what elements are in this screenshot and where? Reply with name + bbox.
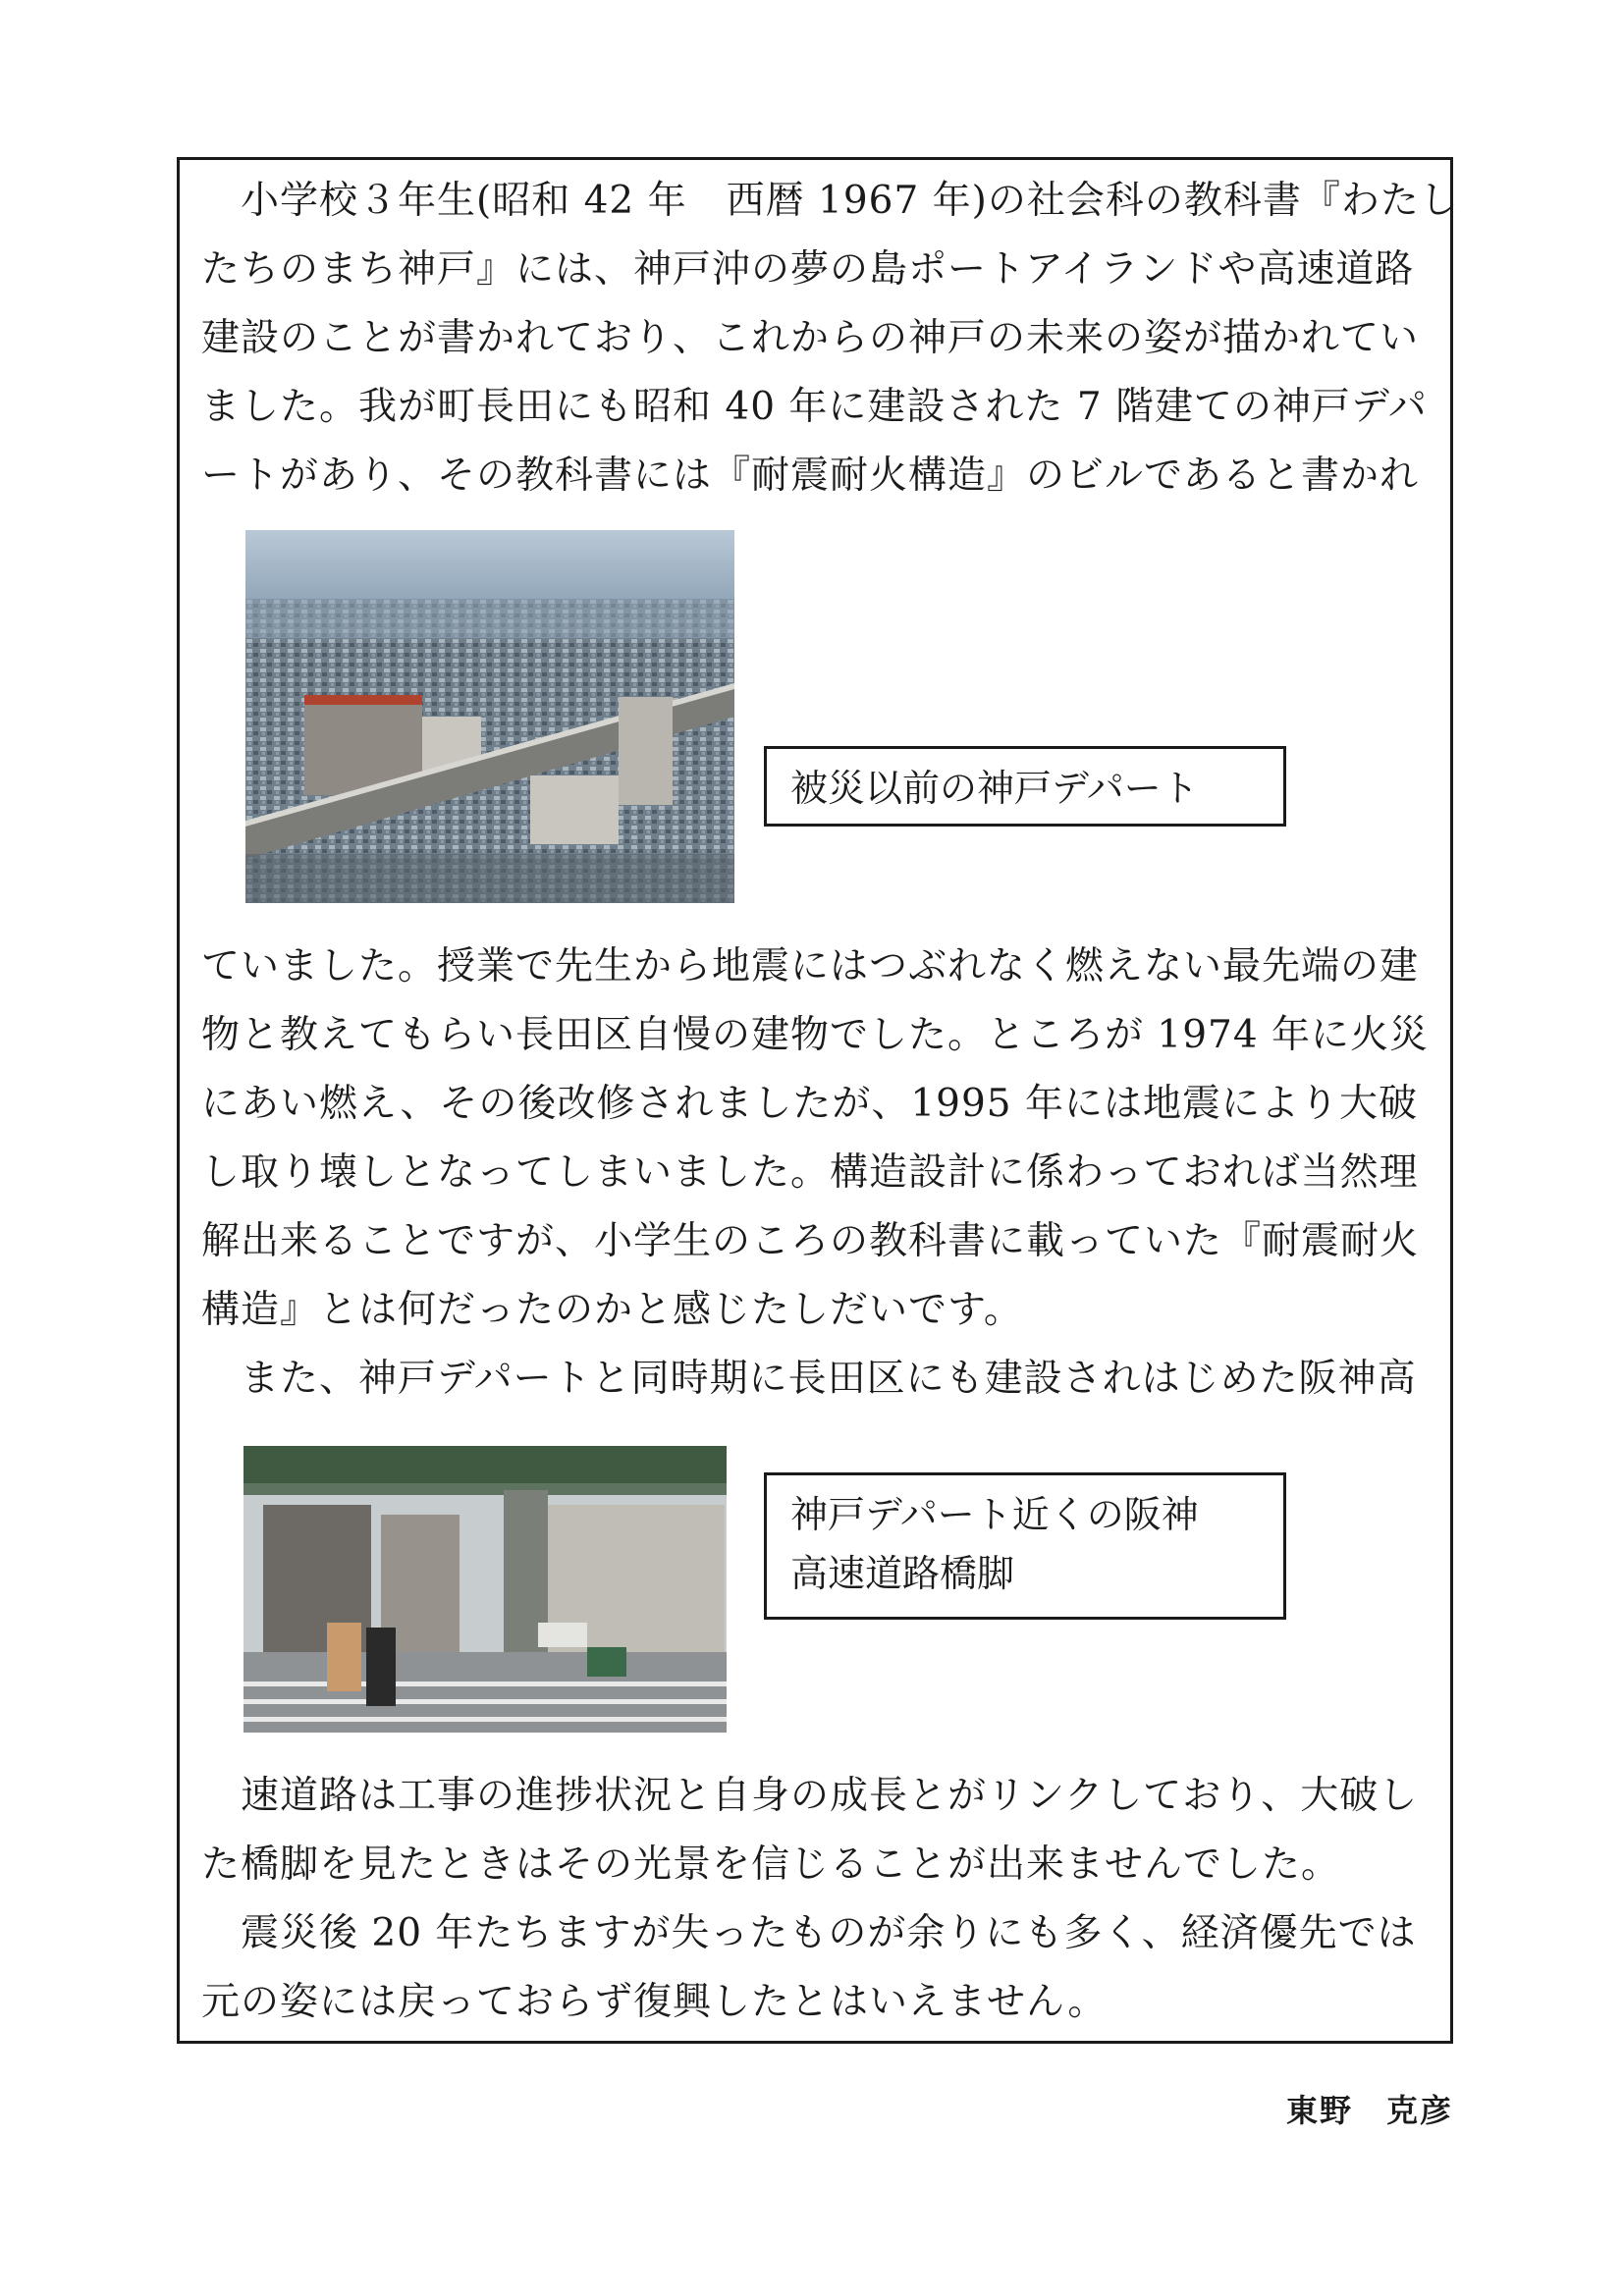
caption-photo-1: 被災以前の神戸デパート xyxy=(764,746,1286,827)
paragraph-intro: 小学校３年生(昭和 42 年 西暦 1967 年)の社会科の教科書『わたし たちのまち神戸』には、神戸沖の夢の島ポートアイランドや高速道路 建設のことが書かれており、これからの神戸の未来の姿が描かれてい ました。我が町長田にも昭和 40 年に建設された 7 階建ての神戸デパ ートがあり、その教科書には『耐震耐火構造』のビルであると書かれ xyxy=(201,179,1459,498)
paragraph-closing: 速道路は工事の進捗状況と自身の成長とがリンクしており、大破し た橋脚を見たときはその光景を信じることが出来ませんでした。 震災後 20 年たちますが失ったものが余りにも多く、経済優先では 元の姿には戻っておらず復興したとはいえません。 xyxy=(201,1774,1419,2024)
photo-hanshin-expressway-pier xyxy=(243,1446,727,1733)
caption-photo-2: 神戸デパート近くの阪神 高速道路橋脚 xyxy=(764,1472,1286,1620)
street-pier-photo xyxy=(243,1446,727,1733)
paragraph-middle: ていました。授業で先生から地震にはつぶれなく燃えない最先端の建 物と教えてもらい長田区自慢の建物でした。ところが 1974 年に火災 にあい燃え、その後改修されましたが、1995 年には地震により大破 し取り壊しとなってしまいました。構造設計に係わっておれば当然理 解出来ることですが、小学生のころの教科書に載っていた『耐震耐火 構造』とは何だったのかと感じたしだいです。 また、神戸デパートと同時期に長田区にも建設されはじめた阪神高 xyxy=(201,944,1430,1401)
aerial-city-photo xyxy=(245,530,734,903)
author-name: 東野 克彦 xyxy=(1286,2092,1454,2129)
photo-kobe-department-store xyxy=(245,530,734,903)
